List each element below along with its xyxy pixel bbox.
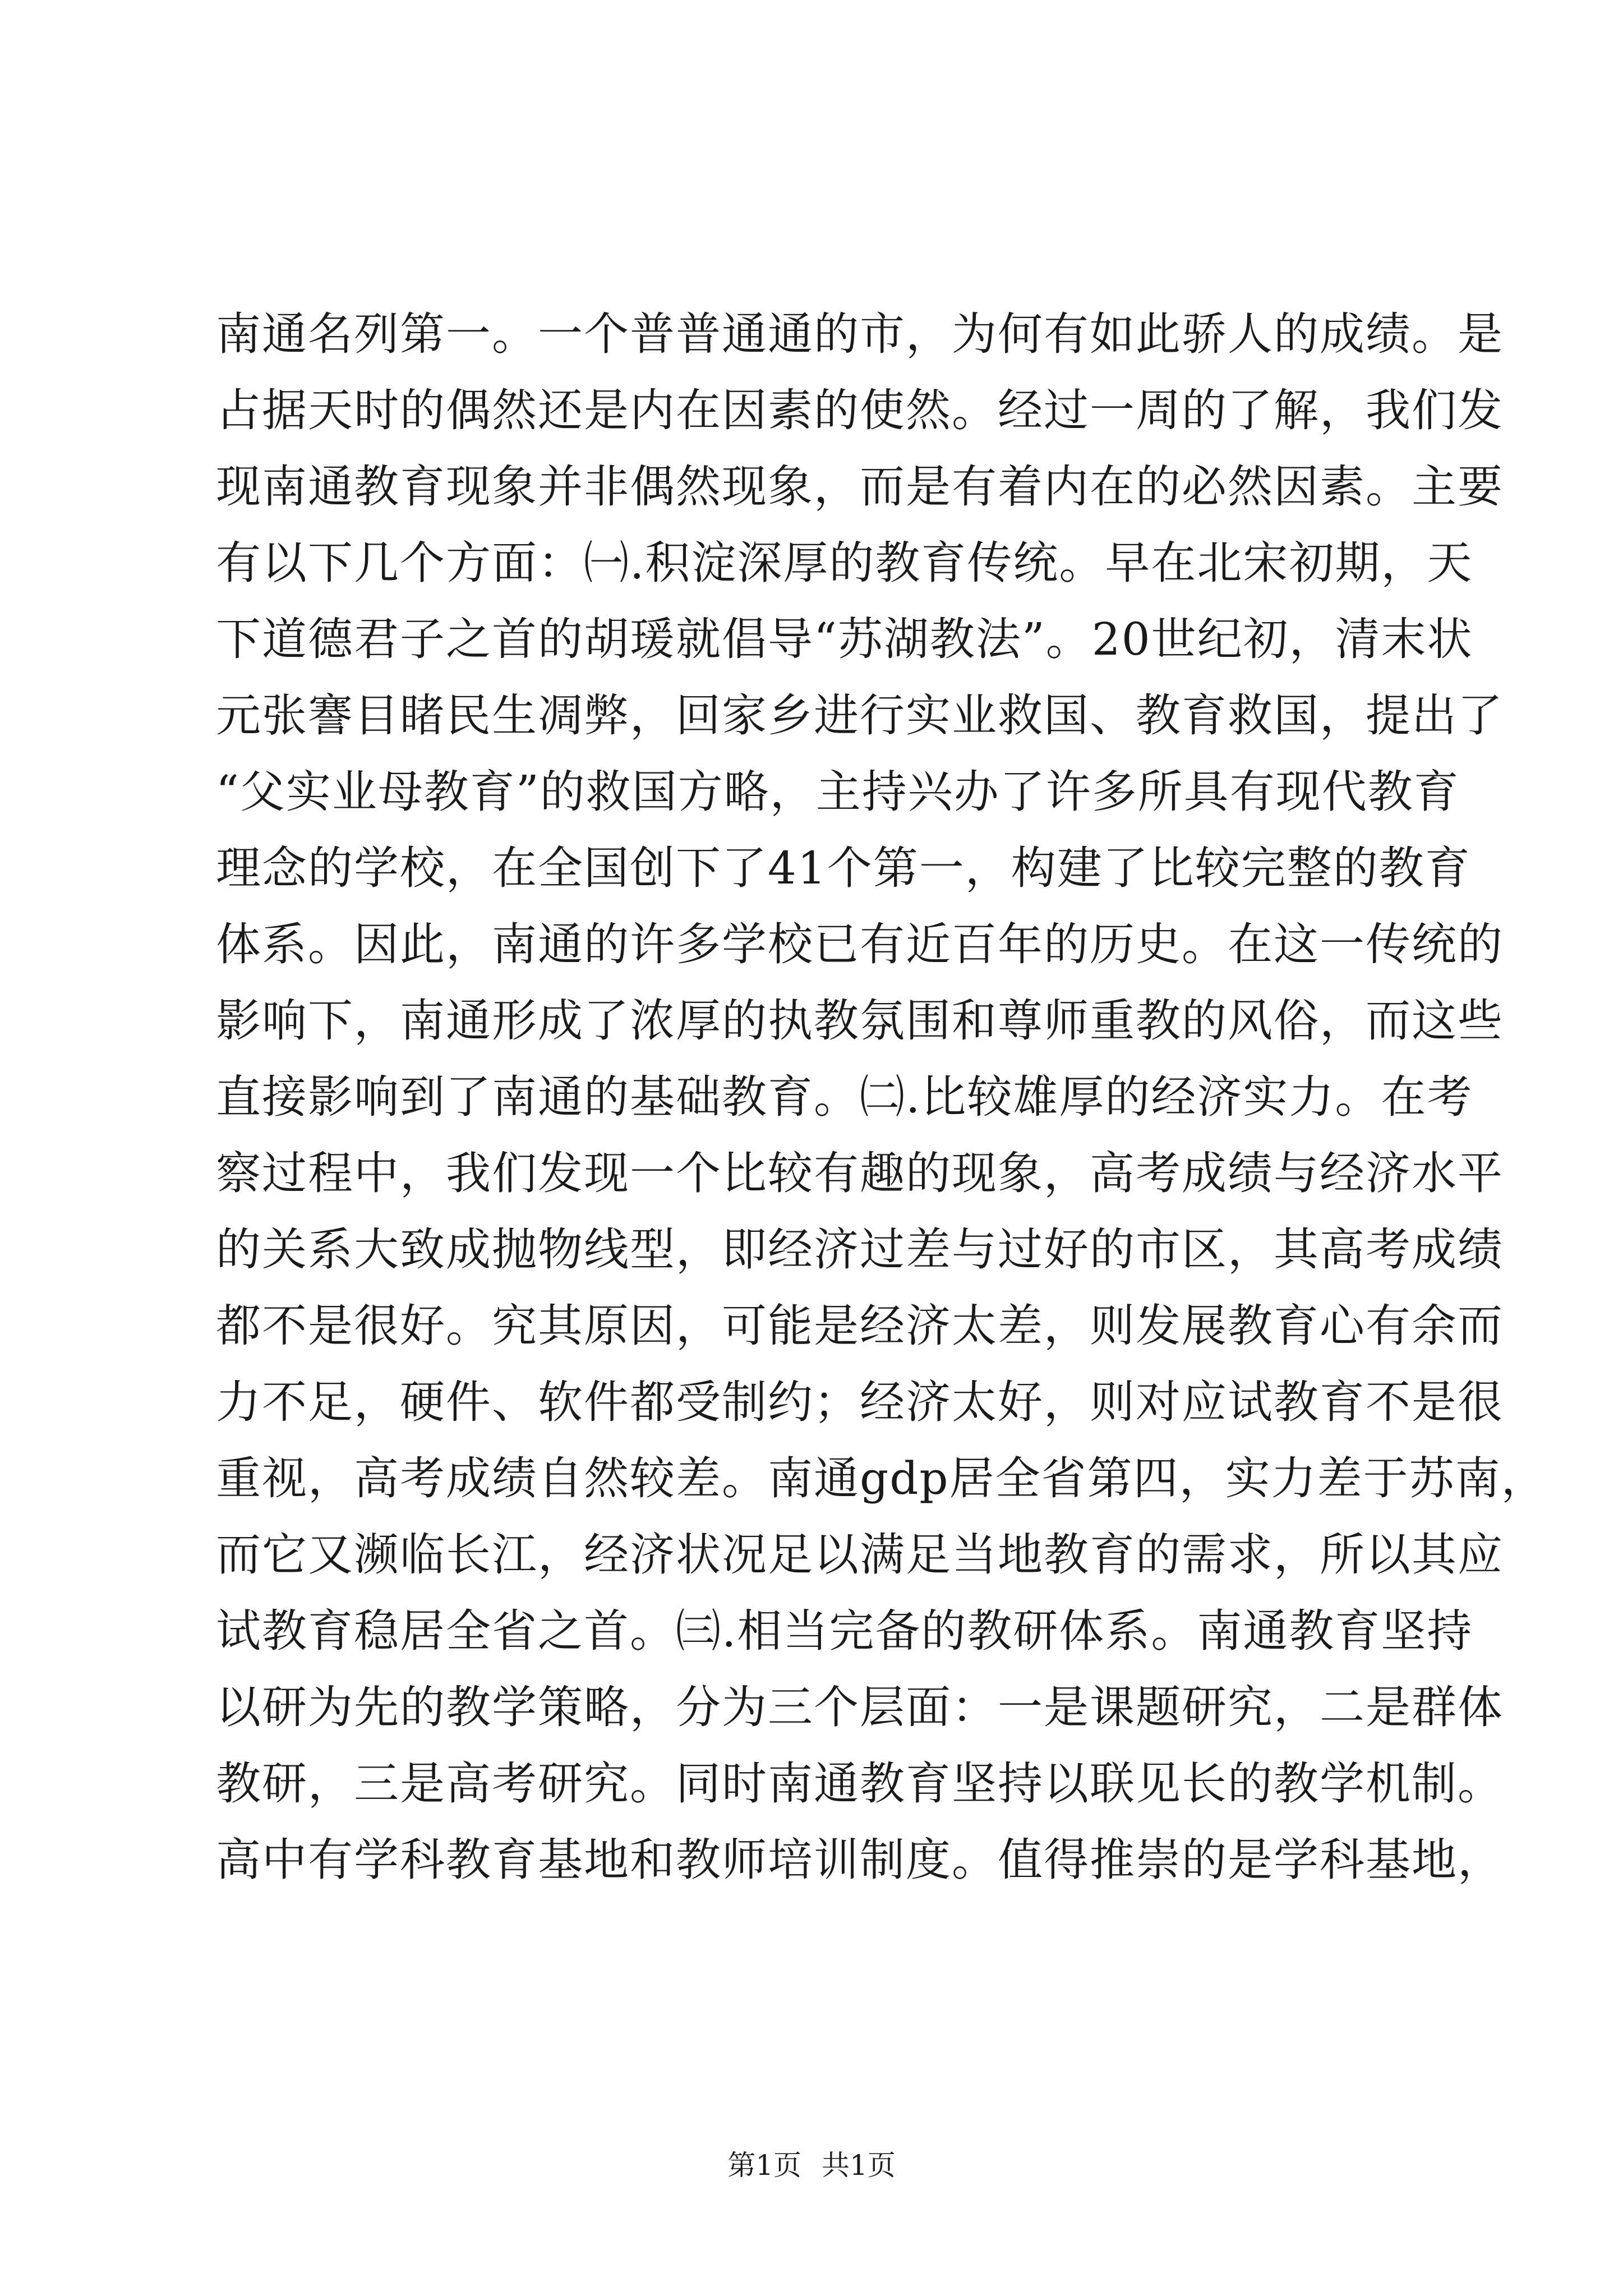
text-line: 影响下，南通形成了浓厚的执教氛围和尊师重教的风俗，而这些 [216,995,1504,1047]
text-line: “父实业母教育”的救国方略，主持兴办了许多所具有现代教育 [216,766,1460,818]
text-line: 元张謇目睹民生凋弊，回家乡进行实业救国、教育救国，提出了 [216,689,1504,742]
text-line: 都不是很好。究其原因，可能是经济太差，则发展教育心有余而 [216,1300,1504,1352]
text-line: 教研，三是高考研究。同时南通教育坚持以联见长的教学机制。 [216,1757,1504,1810]
text-line: 有以下几个方面：㈠.积淀深厚的教育传统。早在北宋初期，天 [216,537,1473,589]
text-line: 力不足，硬件、软件都受制约；经济太好，则对应试教育不是很 [216,1376,1504,1428]
text-line: 直接影响到了南通的基础教育。㈡.比较雄厚的经济实力。在考 [216,1071,1473,1123]
text-line: 试教育稳居全省之首。㈢.相当完备的教研体系。南通教育坚持 [216,1605,1473,1657]
text-line: 察过程中，我们发现一个比较有趣的现象，高考成绩与经济水平 [216,1147,1504,1199]
text-line: 现南通教育现象并非偶然现象，而是有着内在的必然因素。主要 [216,461,1504,513]
text-line: 下道德君子之首的胡瑗就倡导“苏湖教法”。20世纪初，清末状 [216,613,1473,665]
text-line: 体系。因此，南通的许多学校已有近百年的历史。在这一传统的 [216,918,1504,970]
text-line: 以研为先的教学策略，分为三个层面：一是课题研究，二是群体 [216,1681,1504,1733]
text-line: 占据天时的偶然还是内在因素的使然。经过一周的了解，我们发 [216,384,1504,436]
text-line: 的关系大致成抛物线型，即经济过差与过好的市区，其高考成绩 [216,1223,1504,1276]
text-line: 高中有学科教育基地和教师培训制度。值得推崇的是学科基地， [216,1834,1504,1886]
text-line: 南通名列第一。一个普普通通的市，为何有如此骄人的成绩。是 [216,308,1504,360]
page-footer: 第1页 共1页 [727,2149,896,2182]
text-line: 理念的学校，在全国创下了41个第一，构建了比较完整的教育 [216,842,1471,894]
text-line: 重视，高考成绩自然较差。南通gdp居全省第四，实力差于苏南， [216,1452,1547,1504]
text-line: 而它又濒临长江，经济状况足以满足当地教育的需求，所以其应 [216,1529,1504,1581]
body-text [216,296,1623,1898]
